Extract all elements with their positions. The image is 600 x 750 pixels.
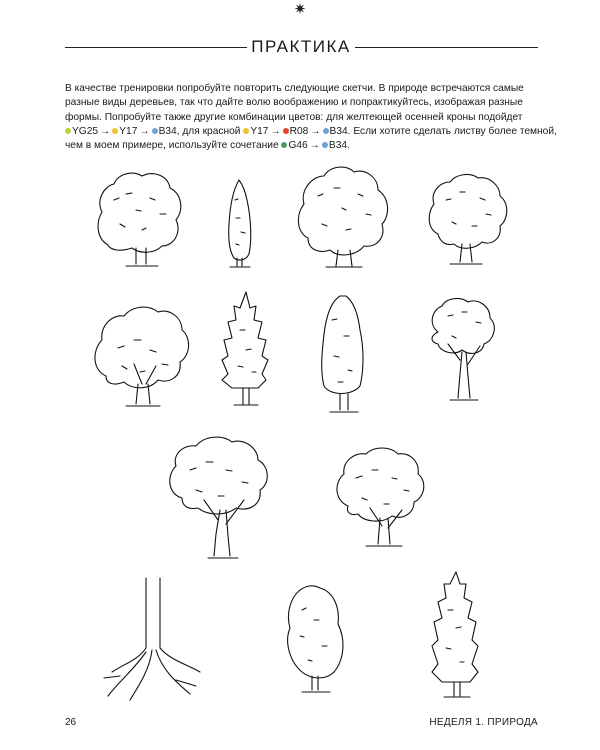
color-code-y17: Y17 (119, 125, 138, 137)
arrow-icon: → (270, 125, 281, 137)
intro-line-5-text: чем в моем примере, используйте сочетание (65, 140, 279, 152)
color-code-r08: R08 (289, 125, 309, 137)
intro-line-2: разные виды деревьев, так что дайте волю воображению и попрактикуйтесь, изображая разные (65, 97, 523, 109)
color-code-y17: Y17 (250, 125, 269, 137)
running-title: НЕДЕЛЯ 1. ПРИРОДА (429, 717, 538, 728)
color-code-g46: G46 (288, 140, 308, 152)
tree-sketch-narrow-1 (229, 180, 251, 267)
tree-sketch-roots (104, 578, 200, 700)
intro-line-1: В качестве тренировки попробуйте повторить следующие скетчи. В природе встречаются самые (65, 83, 524, 94)
tree-sketch-round-2 (298, 167, 387, 267)
section-title: ПРАКТИКА (251, 37, 351, 56)
arrow-icon: → (309, 140, 320, 152)
tree-sketch-columnar-1 (322, 296, 363, 412)
tree-sketch-wide-1 (170, 437, 268, 558)
arrow-icon: → (100, 125, 111, 137)
tree-sketch-round-1 (98, 173, 181, 266)
intro-line-4-text-b: B34. Если хотите сделать листву более темной, (329, 125, 557, 137)
tree-sketch-leafy-2 (337, 448, 424, 546)
arrow-icon: → (139, 125, 150, 137)
tree-sketch-conifer-2 (432, 572, 478, 697)
arrow-icon: → (310, 125, 321, 137)
intro-line-4-text-a: B34, для красной (158, 125, 241, 137)
color-code-b34: B34. (328, 140, 350, 152)
page-number: 26 (65, 717, 77, 728)
color-code-yg25: YG25 (72, 125, 99, 137)
intro-line-3: формы. Попробуйте также другие комбинации цветов: для желтеющей осенней кроны подойдет (65, 111, 523, 123)
ornament-star-icon: ✷ (293, 1, 307, 18)
tree-sketch-branching-1 (432, 299, 494, 400)
tree-sketch-shrub-1 (288, 586, 343, 692)
tree-sketch-leafy-1 (95, 307, 189, 406)
tree-sketch-round-3 (429, 175, 507, 264)
tree-sketch-conifer-1 (222, 292, 268, 405)
